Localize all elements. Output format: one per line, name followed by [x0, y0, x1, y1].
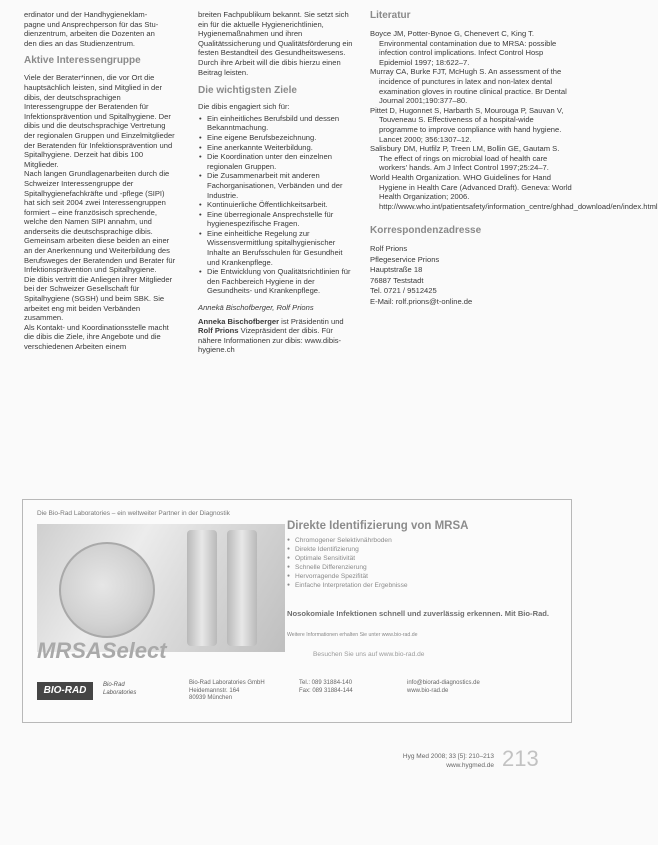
- page-number: 213: [502, 746, 539, 771]
- lead-text: Die dibis engagiert sich für:: [198, 102, 290, 112]
- ad-address-line: 80939 München: [189, 695, 233, 701]
- ad-web-link[interactable]: www.bio-rad.de: [407, 687, 449, 694]
- test-tube-icon: [227, 530, 257, 646]
- address-line: Pflegeservice Prions: [370, 254, 440, 264]
- paragraph: Viele der Berater*innen, die vor Ort die hauptsächlich leisten, sind Mitglied in der dibis, der deutschsprachigen Interessengruppe der Beratenden für Infektionsprävention und Spitalhygiene. Der dibis und die deutschsprachige Vertretung der regionalen Gruppen und Einzelmitglieder der Beratenden für Infektionsprävention und Spitalhygiene. Derzeit hat dibis 100 Mitglieder.: [24, 73, 175, 169]
- goals-list: [198, 114, 354, 296]
- section-heading: Die wichtigsten Ziele: [198, 85, 297, 97]
- intro-line: dienzentrum, arbeiten die Dozenten an: [24, 29, 155, 39]
- ad-feature: ● Direkte Identifizierung: [287, 545, 557, 554]
- list-item: • Eine einheitliche Regelung zur Wissensvermittlung spitalhygienischer Inhalte an Berufsschulen für Gesundheit und Krankenpflege.: [198, 229, 354, 267]
- author-text: ist Präsidentin: [279, 316, 329, 326]
- ad-top-text: Die Bio-Rad Laboratories – ein weltweiter Partner in der Diagnostik: [37, 510, 230, 517]
- literature-heading: Literatur: [370, 10, 411, 21]
- author-text: Vizepräsident der dibis. Für nähere Informationen zur dibis: www.dibis-hygiene.ch: [198, 326, 342, 355]
- petri-dish-photo: [37, 524, 285, 652]
- reference-item: Murray CA, Burke FJT, McHugh S. An assessment of the incidence of punctures in latex and non-latex dental examination gloves in routine clinical practice. Br Dental Journal 2001;190:377–80.: [370, 67, 567, 106]
- list-item: • Eine anerkannte Weiterbildung.: [198, 143, 354, 153]
- author-bio: [198, 317, 354, 355]
- list-item: • Eine eigene Berufsbezeichnung.: [198, 133, 354, 143]
- list-item: • Die Koordination unter den einzelnen regionalen Gruppen.: [198, 152, 354, 171]
- ad-tagline: Nosokomiale Infektionen schnell und zuverlässig erkennen. Mit Bio-Rad.: [287, 609, 550, 618]
- logo-subtext: [103, 682, 136, 697]
- test-tube-icon: [187, 530, 217, 646]
- column-1: [24, 10, 176, 352]
- address-line: Hauptstraße 18: [370, 265, 423, 275]
- intro-line: pagne und Ansprechperson für das Stu-: [24, 19, 159, 29]
- bio-rad-logo: BIO-RAD: [37, 682, 93, 700]
- address-line: Rolf Prions: [370, 244, 408, 254]
- ad-feature: ● Chromogener Selektivnährboden: [287, 536, 557, 545]
- column-3: [370, 10, 658, 307]
- footer-citation: Hyg Med 2008; 33 [5]: 210–213: [402, 753, 494, 760]
- ad-headline: Direkte Identifizierung von MRSA: [287, 520, 469, 532]
- correspondence-heading: Korrespondenzadresse: [370, 225, 482, 237]
- author-line: Annekä Bischofberger, Rolf Prions: [198, 303, 314, 313]
- author-text: und: [330, 316, 344, 326]
- email-line[interactable]: E-Mail: rolf.prions@t-online.de: [370, 296, 473, 306]
- petri-dish-icon: [59, 542, 155, 638]
- logo-subtext-line: Bio-Rad: [103, 682, 125, 688]
- reference-item: Boyce JM, Potter-Bynoe G, Chenevert C, King T. Environmental contamination due to MRSA: possible infection control implications. Infect Control Hosp Epidemiol 1997; 18:622–7.: [370, 29, 557, 67]
- ad-call-to-action[interactable]: Besuchen Sie uns auf www.bio-rad.de: [313, 651, 425, 658]
- ad-feature: ● Schnelle Differenzierung: [287, 563, 557, 572]
- logo-subtext-line: Laboratories: [103, 689, 137, 696]
- correspondence-address: [370, 244, 574, 307]
- paragraph: breiten Fachpublikum bekannt. Sie setzt sich ein für die aktuelle Hygienerichtlinien, Hygienemaßnahmen und ihren Qualitätssicherung und Qualitätsförderung ein festen Bestandteil des Gesundheitswesens. Durch ihre Arbeit will die dibis hierzu einen Beitrag leisten.: [198, 10, 353, 77]
- intro-line: erdinator und der Handhygieneklam-: [24, 10, 148, 19]
- intro-line: den dies an das Studienzentrum.: [24, 38, 136, 48]
- list-item: • Ein einheitliches Berufsbild und dessen Bekanntmachung.: [198, 114, 354, 133]
- author-name: Anneka Bischofberger: [198, 316, 280, 326]
- column-2: [198, 10, 354, 355]
- ad-email-link[interactable]: info@biorad-diagnostics.de: [407, 680, 480, 686]
- list-item: • Eine überregionale Ansprechstelle für hygienespezifische Fragen.: [198, 210, 354, 229]
- list-item: • Die Zusammenarbeit mit anderen Fachorganisationen, Verbänden und der Industrie.: [198, 171, 354, 200]
- ad-phone-line: Tel.: 089 31884-140: [299, 680, 353, 686]
- ad-address-line: Bio-Rad Laboratories GmbH: [189, 680, 265, 686]
- ad-feature: ● Hervorragende Spezifität: [287, 572, 557, 581]
- address-line: 76887 Teststadt: [370, 275, 424, 285]
- ad-fineprint: Weitere Informationen erhalten Sie unter www.bio-rad.de: [287, 632, 418, 638]
- reference-item: World Health Organization. WHO Guidelines for Hand Hygiene in Health Care (Advanced Draft). Geneva: World Health Organization; 2006. http://www.who.int/patientsafety/information_centre/ghhad_download/en/index.html: [370, 172, 658, 211]
- reference-item: Salisbury DM, Hutfilz P, Treen LM, Bollin GE, Gautam S. The effect of rings on microbial load of health care workers' hands. Am J Infect Control 1997;25:24–7.: [370, 144, 560, 173]
- ad-feature: ● Optimale Sensitivität: [287, 554, 557, 563]
- ad-contact: [407, 680, 480, 695]
- product-name: MRSASelect: [37, 638, 167, 663]
- list-item: • Kontinuierliche Öffentlichkeitsarbeit.: [198, 200, 354, 210]
- footer-url[interactable]: www.hygmed.de: [446, 762, 494, 769]
- paragraph: Die dibis vertritt die Anliegen ihrer Mitglieder bei der Schweizer Gesellschaft für Spitalhygiene (SGSH) und beim SBK. Sie arbeitet eng mit beiden Verbänden zusammen.: [24, 274, 173, 323]
- ad-phone-line: Fax: 089 31884-144: [299, 687, 353, 694]
- paragraph: Nach langen Grundlagenarbeiten durch die Schweizer Interessengruppe der Spitalhygienefachkräfte und -pflege (SIPI) hat sich seit 2004 zwei Interessengruppen formiert – eine französisch sprechende, welche den Namen SIPI annahm, und anderseits die deutschsprachige dibis. Gemeinsam arbeiten diese beiden an einer an der Anerkennung und Weiterbildung des Berufsweges der Beratenden und Berater für Infektionsprävention und Spitalhygiene.: [24, 169, 176, 275]
- ad-phone: [299, 680, 353, 695]
- ad-feature: ● Einfache Interpretation der Ergebnisse: [287, 581, 557, 590]
- author-name: Rolf Prions: [198, 326, 239, 336]
- section-heading: Aktive Interessengruppe: [24, 55, 141, 67]
- paragraph: Als Kontakt- und Koordinationsstelle macht die dibis die Ziele, ihre Angebote und die verschiedenen Arbeiten einem: [24, 322, 169, 351]
- ad-feature-list: [287, 536, 557, 590]
- reference-item: Pittet D, Hugonnet S, Harbarth S, Mourouga P, Sauvan V, Touveneau S. Effectiveness of a hospital-wide programme to improve compliance with hand hygiene. Lancet 2000; 356:1307–12.: [370, 105, 564, 144]
- advertisement: [22, 499, 572, 723]
- ad-address-line: Heidemannstr. 164: [189, 687, 240, 694]
- address-line: Tel. 0721 / 9512425: [370, 286, 437, 296]
- list-item: • Die Entwicklung von Qualitätsrichtlinien für den Fachbereich Hygiene in der Gesundheits- und Krankenpflege.: [198, 267, 354, 296]
- ad-address: [189, 680, 265, 703]
